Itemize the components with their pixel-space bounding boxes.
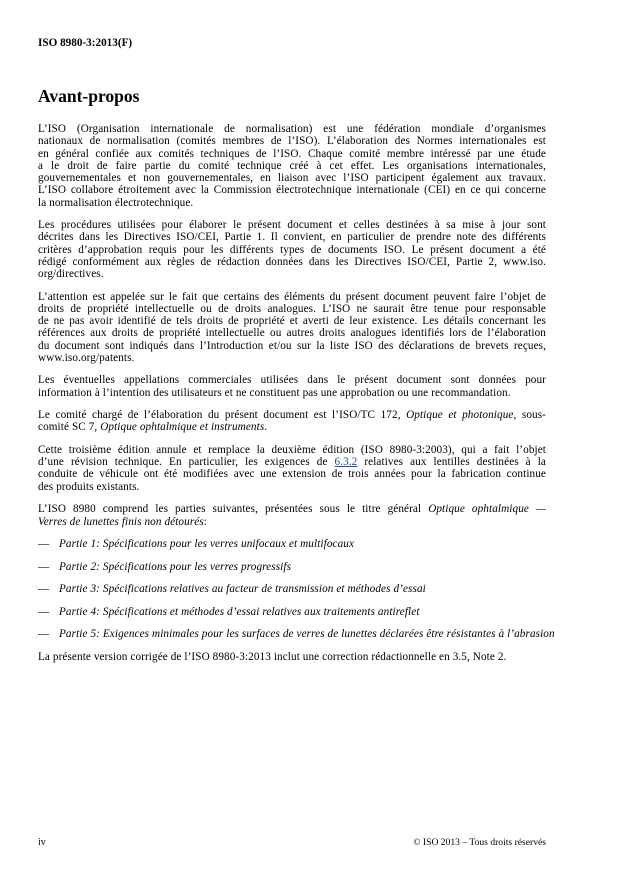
text-run: références aux droits de propriété intellectuelle ou autres droits analogues identifiés lors de l’élaboration xyxy=(38,327,546,340)
text-run: , sous- xyxy=(513,409,546,422)
text-run: Le comité chargé de l’élaboration du présent document est l’ISO/TC 172, xyxy=(38,409,407,422)
text-run: . xyxy=(264,421,268,434)
paragraph xyxy=(38,374,546,399)
text-line xyxy=(59,606,546,618)
text-run: L’ISO (Organisation internationale de normalisation) est une fédération mondiale d’organismes xyxy=(38,123,546,135)
text-run: L’ISO 8980 comprend les parties suivantes, présentées sous le titre général xyxy=(38,503,429,516)
text-run: relatives aux lentilles destinées à la xyxy=(357,456,546,469)
italic-text: Partie 4: Spécifications et méthodes d’essai relatives aux traitements antireflet xyxy=(59,605,420,618)
list-dash: — xyxy=(38,538,50,551)
copyright-notice: © ISO 2013 – Tous droits réservés xyxy=(413,837,546,848)
text-run: Les éventuelles appellations commerciales utilisées dans le présent document sont données pour xyxy=(38,374,546,387)
text-line xyxy=(38,340,546,352)
text-run: org/directives. xyxy=(38,268,104,281)
text-run: critères d’approbation requis pour les différents types de documents ISO. Le présent document a été xyxy=(38,243,546,256)
text-line xyxy=(38,256,546,268)
text-run: des produits existants. xyxy=(38,480,140,493)
paragraph xyxy=(38,219,546,280)
text-run: rédigé conformément aux règles de rédaction données dans les Directives ISO/CEI, Partie 2, www.iso. xyxy=(38,255,546,268)
italic-text: Optique et photonique xyxy=(406,409,514,422)
list-dash: — xyxy=(38,560,50,573)
text-line xyxy=(38,481,546,493)
text-line xyxy=(38,135,546,147)
text-run: droits de propriété intellectuelle ou de droits analogues. L’ISO ne saurait être tenue pour responsable xyxy=(38,302,546,315)
text-run: de ne pas avoir identifié de tels droits de propriété et averti de leur existence. Les détails concernant les xyxy=(38,315,546,328)
text-line xyxy=(59,583,546,595)
text-run: : xyxy=(203,515,208,528)
text-run: nationaux de normalisation (comités membres de l’ISO). L’élaboration des Normes internationales est xyxy=(38,135,546,148)
text-line xyxy=(59,538,546,550)
text-line xyxy=(38,503,546,515)
italic-text: Optique ophtalmique — xyxy=(428,503,546,516)
text-line xyxy=(38,197,546,209)
text-run: information à l’intention des utilisateurs et ne constituent pas une approbation ou une recommandation. xyxy=(38,386,511,399)
list-item-text xyxy=(59,583,546,595)
list-item-text xyxy=(59,628,555,641)
list-dash: — xyxy=(38,628,50,641)
text-line xyxy=(38,651,546,663)
text-run: L’ISO collabore étroitement avec la Commission électrotechnique internationale (CEI) en ce qui concerne xyxy=(38,184,546,197)
italic-text: Partie 5: Exigences minimales pour les surfaces de verres de lunettes déclarées être résistantes à l’abrasion xyxy=(59,628,555,641)
text-run: en général confiée aux comités techniques de l’ISO. Chaque comité membre intéressé par une étude xyxy=(38,147,546,160)
text-run: www.iso.org/patents. xyxy=(38,351,135,364)
document-id-header: ISO 8980-3:2013(F) xyxy=(38,37,133,49)
text-line xyxy=(38,456,546,468)
text-run: conduite de véhicule ont été modifiées avec une extension de trois années pour la fabrication continue xyxy=(38,468,546,481)
paragraph xyxy=(38,123,546,209)
text-run: la normalisation électrotechnique. xyxy=(38,196,194,209)
text-run: L’attention est appelée sur le fait que certains des éléments du présent document peuvent faire l’objet de xyxy=(38,290,546,303)
italic-text: Optique ophtalmique et instruments xyxy=(100,421,265,434)
paragraph xyxy=(38,651,546,663)
text-run: comité SC 7, xyxy=(38,421,101,434)
text-line xyxy=(38,468,546,480)
list-item xyxy=(38,583,546,595)
paragraph xyxy=(38,444,546,493)
list-item xyxy=(38,628,555,641)
text-line xyxy=(38,268,546,280)
list-item-text xyxy=(59,561,546,573)
list-dash: — xyxy=(38,605,50,618)
clause-reference-link[interactable]: 6.3.2 xyxy=(334,456,358,469)
text-run: La présente version corrigée de l’ISO 8980-3:2013 inclut une correction rédactionnelle en 3.5, Note 2. xyxy=(38,650,507,663)
list-item-text xyxy=(59,606,546,618)
text-line xyxy=(59,628,555,641)
text-line xyxy=(38,291,546,303)
italic-text: Partie 1: Spécifications pour les verres unifocaux et multifocaux xyxy=(59,538,355,551)
text-line xyxy=(38,327,546,339)
text-line xyxy=(38,352,546,364)
text-line xyxy=(38,303,546,315)
text-run: a le droit de faire partie du comité technique créé à cet effet. Les organisations internationales, xyxy=(38,159,546,172)
text-run: décrites dans les Directives ISO/CEI, Partie 1. Il convient, en particulier de prendre note des différents xyxy=(38,231,546,244)
text-line xyxy=(38,148,546,160)
text-line xyxy=(38,244,546,256)
section-title: Avant-propos xyxy=(38,86,140,106)
text-line xyxy=(38,123,546,135)
list-item xyxy=(38,606,546,618)
text-line xyxy=(38,315,546,327)
paragraph xyxy=(38,409,546,434)
text-line xyxy=(38,516,546,528)
italic-text: Partie 3: Spécifications relatives au facteur de transmission et méthodes d’essai xyxy=(59,583,426,596)
text-line xyxy=(38,409,546,421)
text-line xyxy=(38,219,546,231)
paragraph xyxy=(38,291,546,365)
text-line xyxy=(38,387,546,399)
text-line xyxy=(59,561,546,573)
list-item-text xyxy=(59,538,546,550)
text-run: Les procédures utilisées pour élaborer le présent document et celles destinées à sa mise à jour sont xyxy=(38,219,546,232)
text-run: du document sont indiqués dans l’Introduction et/ou sur la liste ISO des déclarations de brevets reçues, xyxy=(38,339,546,352)
text-line xyxy=(38,160,546,172)
text-line xyxy=(38,184,546,196)
italic-text: Verres de lunettes finis non détourés xyxy=(38,515,204,528)
text-run: gouvernementales et non gouvernementales, en liaison avec l’ISO participent également aux travaux. xyxy=(38,172,546,184)
text-line xyxy=(38,444,546,456)
text-line xyxy=(38,374,546,386)
italic-text: Partie 2: Spécifications pour les verres progressifs xyxy=(59,560,292,573)
list-item xyxy=(38,538,546,550)
text-line xyxy=(38,172,546,184)
text-run: Cette troisième édition annule et remplace la deuxième édition (ISO 8980-3:2003), qui a fait l’objet xyxy=(38,443,546,456)
foreword-body xyxy=(38,123,555,673)
text-line xyxy=(38,231,546,243)
page-number: iv xyxy=(38,837,46,848)
text-run: d’une révision technique. En particulier, les exigences de xyxy=(38,456,335,469)
list-item xyxy=(38,561,546,573)
text-line xyxy=(38,421,546,433)
paragraph xyxy=(38,503,546,528)
list-dash: — xyxy=(38,583,50,596)
